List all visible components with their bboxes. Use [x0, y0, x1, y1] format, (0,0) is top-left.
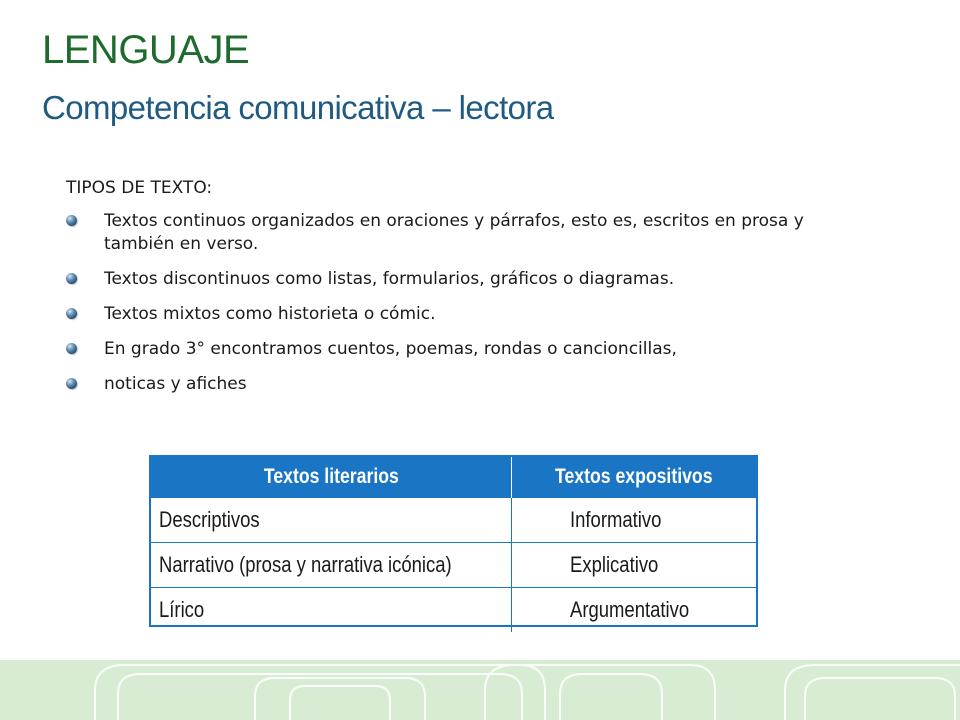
table-cell	[151, 588, 512, 633]
cell-text: Descriptivos	[159, 507, 260, 532]
content-body	[66, 176, 866, 408]
header-cell-literarios	[151, 457, 512, 498]
bullet-text: Textos discontinuos como listas, formularios, gráficos o diagramas.	[104, 269, 675, 289]
list-item	[66, 210, 866, 256]
table-cell	[151, 543, 512, 588]
arches-decoration	[0, 660, 960, 720]
bullet-text: Textos continuos organizados en oraciones y párrafos, esto es, escritos en prosa y también en verso.	[104, 211, 804, 254]
table-row	[151, 543, 756, 588]
table-cell	[512, 498, 757, 543]
table-header-row	[151, 457, 756, 498]
cell-text: Lírico	[159, 597, 205, 622]
table-cell	[512, 543, 757, 588]
table-row	[151, 588, 756, 633]
header-cell-expositivos	[512, 457, 757, 498]
bullet-text: Textos mixtos como historieta o cómic.	[104, 304, 436, 324]
slide-subtitle: Competencia comunicativa – lectora	[42, 89, 554, 126]
table-row	[151, 498, 756, 543]
header-label: Textos literarios	[263, 465, 399, 488]
table-cell	[512, 588, 757, 633]
bullet-icon	[66, 308, 77, 319]
bullet-icon	[66, 273, 77, 284]
cell-text: Narrativo (prosa y narrativa icónica)	[159, 552, 452, 577]
section-label: TIPOS DE TEXTO:	[66, 178, 213, 198]
header-label: Textos expositivos	[555, 465, 713, 488]
bullet-text: En grado 3° encontramos cuentos, poemas, rondas o cancioncillas,	[104, 339, 677, 359]
bullet-icon	[66, 378, 77, 389]
list-item	[66, 268, 866, 291]
bullet-text: noticas y afiches	[104, 374, 247, 394]
text-types-table	[149, 455, 758, 627]
table-cell	[151, 498, 512, 543]
list-item	[66, 338, 866, 361]
cell-text: Informativo	[570, 507, 662, 532]
list-item	[66, 373, 866, 396]
footer-decoration	[0, 660, 960, 720]
slide-title: LENGUAJE	[42, 28, 250, 72]
bullet-icon	[66, 343, 77, 354]
cell-text: Explicativo	[570, 552, 659, 577]
bullet-icon	[66, 215, 77, 226]
bullet-list	[66, 210, 866, 396]
cell-text: Argumentativo	[570, 597, 690, 622]
list-item	[66, 303, 866, 326]
